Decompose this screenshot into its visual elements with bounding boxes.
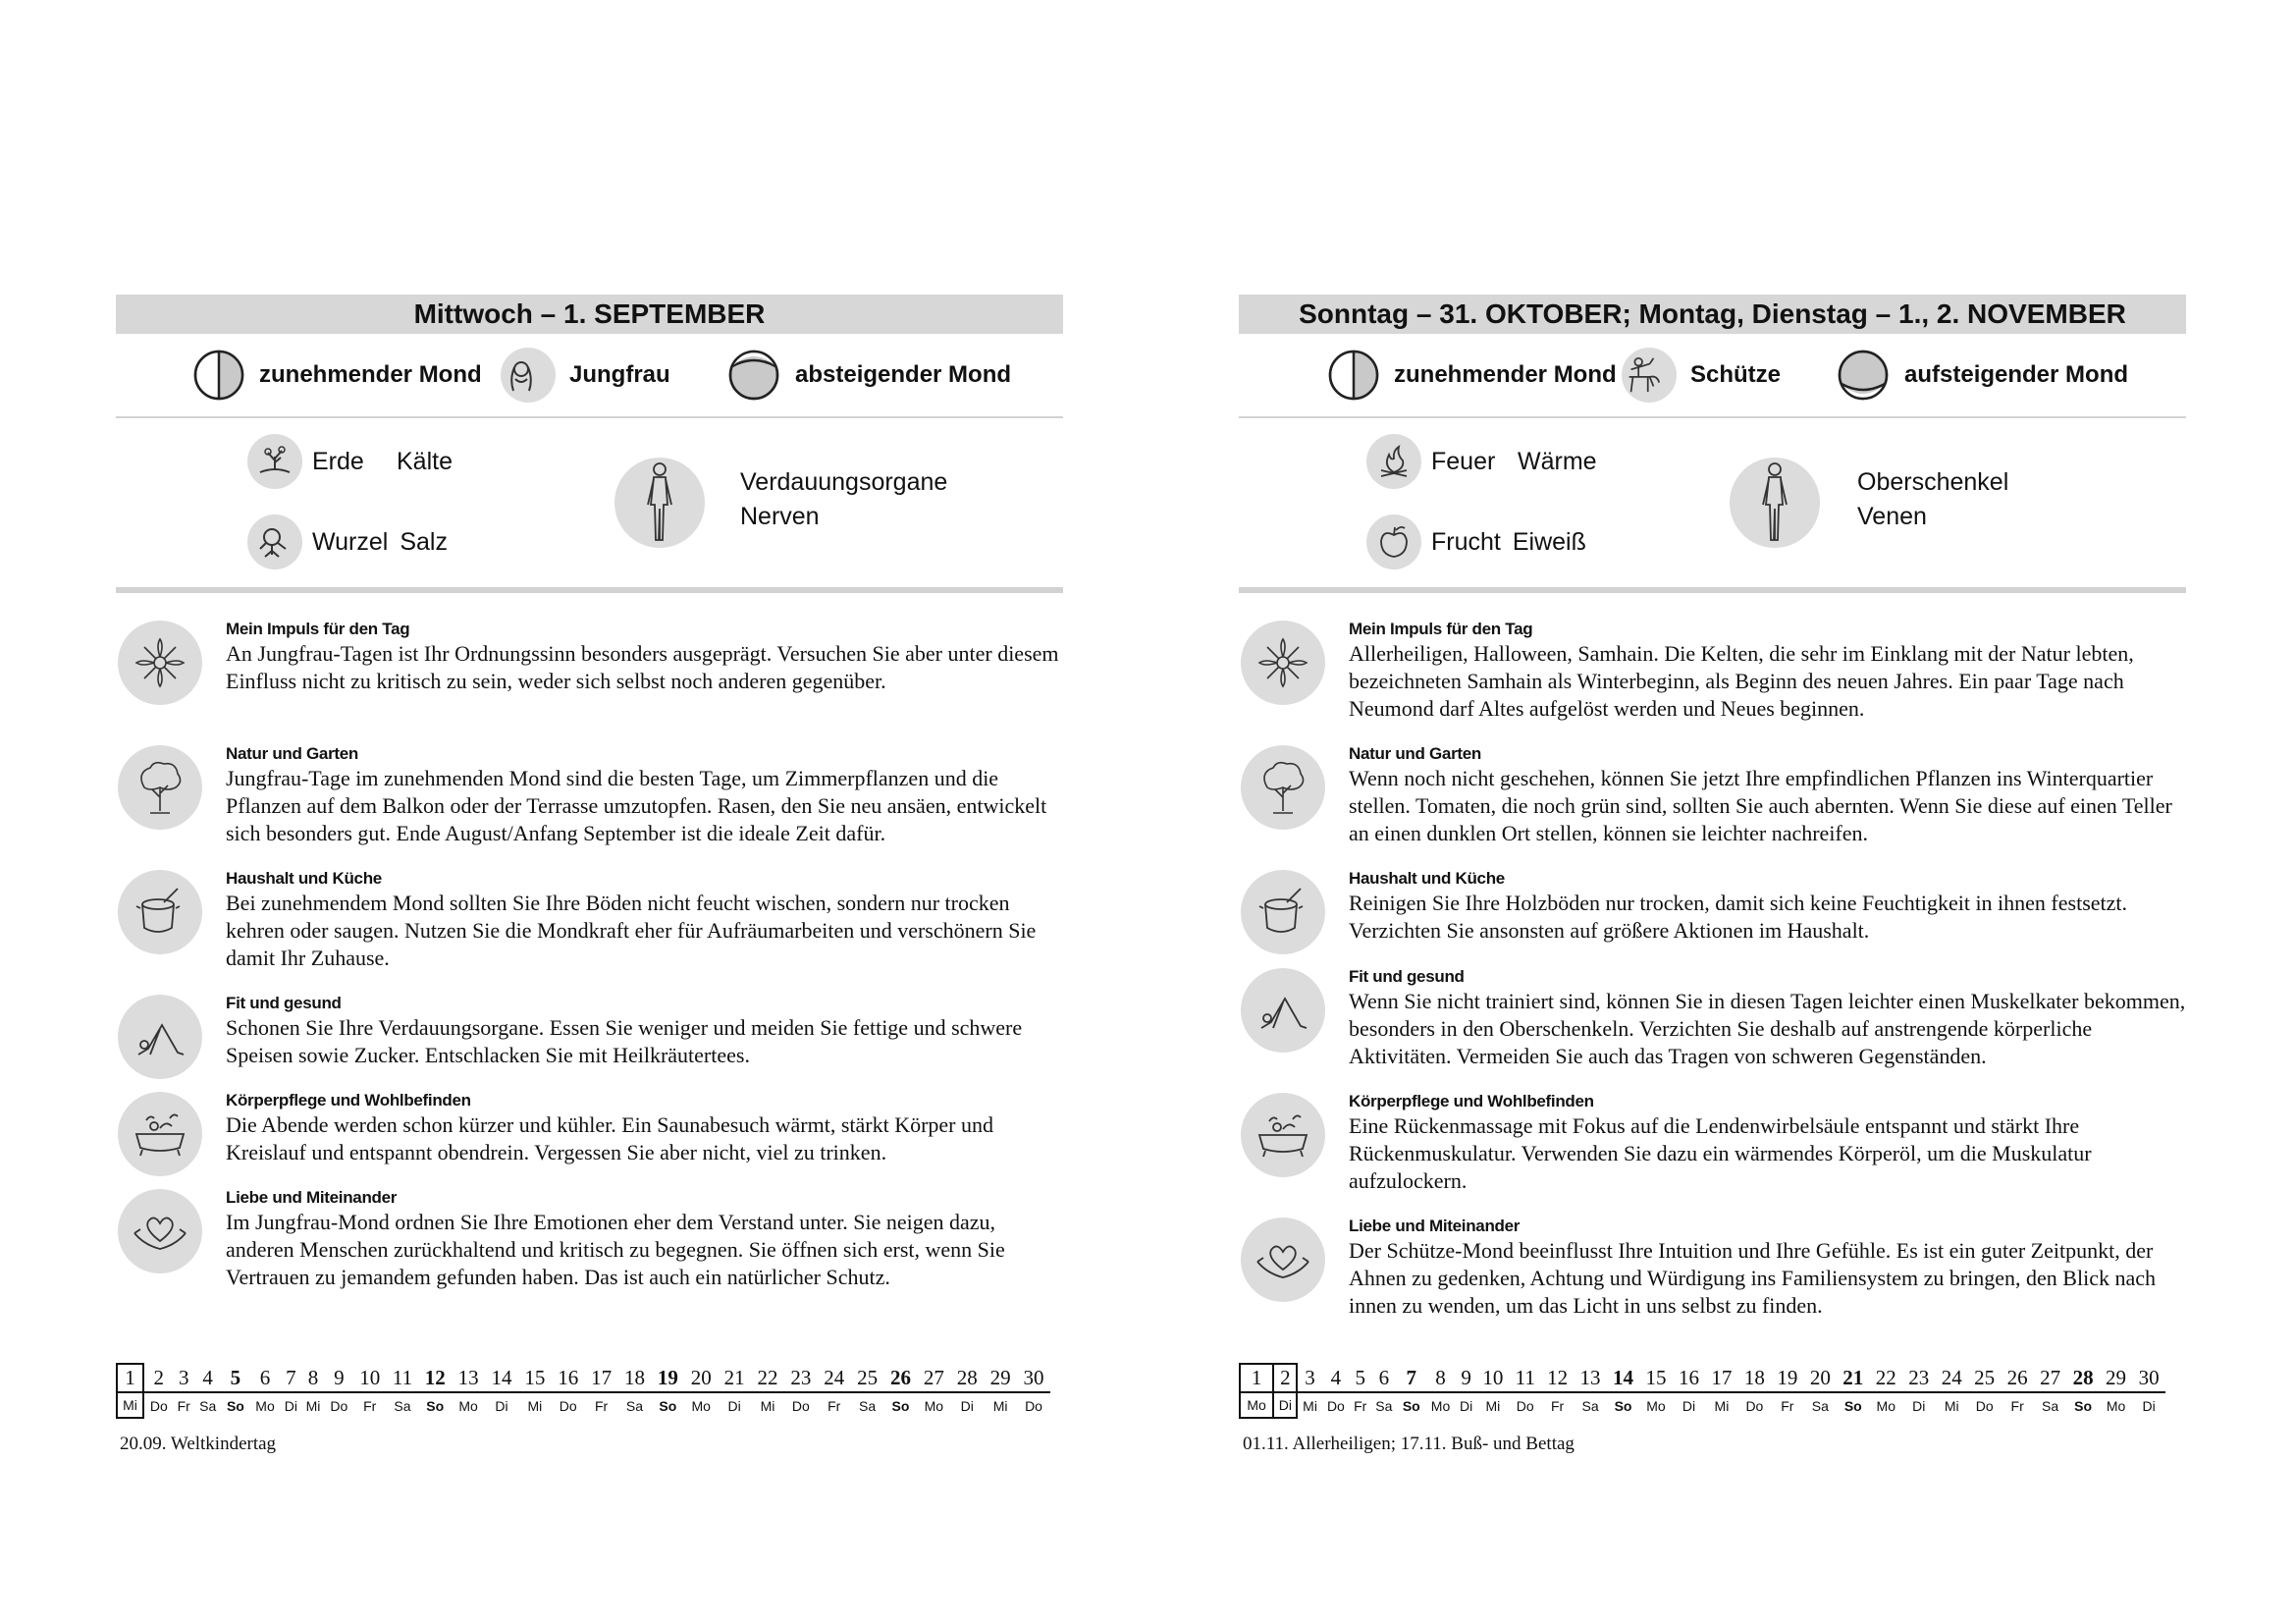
human-body-icon xyxy=(614,458,705,548)
calendar-weekday: Sa xyxy=(1811,1397,1829,1414)
page-title: Mittwoch – 1. SEPTEMBER xyxy=(116,295,1063,334)
section-impulse xyxy=(1239,619,2186,743)
calendar-weekday: Mi xyxy=(1714,1397,1730,1414)
calendar-day: 14 xyxy=(485,1364,518,1392)
calendar-weekday: Do xyxy=(559,1397,577,1414)
calendar-weekday: Do xyxy=(1745,1397,1764,1414)
section-heading: Körperpflege und Wohlbefinden xyxy=(1349,1092,1594,1110)
element-line xyxy=(247,434,453,489)
moon-phase xyxy=(1327,346,1617,405)
page-title: Sonntag – 31. OKTOBER; Montag, Dienstag – 1., 2. NOVEMBER xyxy=(1239,295,2186,334)
section-wellbeing xyxy=(116,1090,1063,1187)
calendar-day: 1 xyxy=(117,1364,143,1392)
calendar-weekday: So xyxy=(226,1397,244,1414)
organ-2: Venen xyxy=(1857,503,1927,530)
tree-icon xyxy=(1241,745,1325,830)
calendar-weekday: Do xyxy=(1975,1397,1994,1414)
calendar-weekday: So xyxy=(659,1397,677,1414)
section-heading: Fit und gesund xyxy=(226,994,342,1012)
calendar-day: 20 xyxy=(684,1364,718,1392)
element-line xyxy=(1366,434,1597,489)
calendar-weekday: Mi xyxy=(1485,1397,1501,1414)
calendar-weekday: Di xyxy=(284,1397,297,1414)
calendar-weekday: Mo xyxy=(1876,1397,1896,1414)
temperature-label: Wärme xyxy=(1518,447,1597,475)
calendar-weekday: Mi xyxy=(1303,1397,1317,1414)
calendar-weekdays-row xyxy=(1240,1392,2165,1418)
section-text: Jungfrau-Tage im zunehmenden Mond sind die besten Tage, um Zimmerpflanzen und die Pflanzen auf dem Balkon oder der Terrasse umzutopfen. Rasen, den Sie neu ansäen, entwickelt sich besonders gut. Ende August/Anfang September ist die ideale Zeit dafür. xyxy=(226,766,1047,845)
zodiac-sign xyxy=(501,346,670,405)
calendar-day: 9 xyxy=(1456,1364,1476,1392)
calendar-day: 5 xyxy=(221,1364,249,1392)
section-text: Die Abende werden schon kürzer und kühler. Ein Saunabesuch wärmt, stärkt Körper und Kreislauf und entspannt obendrein. Vergessen Sie aber nicht, viel zu trinken. xyxy=(226,1112,993,1164)
calendar-weekday: Mo xyxy=(1240,1392,1273,1418)
section-love xyxy=(1239,1216,2186,1339)
calendar-day: 14 xyxy=(1607,1364,1639,1392)
calendar-weekday: So xyxy=(891,1397,910,1414)
calendar-weekday: Fr xyxy=(1781,1397,1794,1414)
calendar-day: 27 xyxy=(917,1364,950,1392)
calendar-day: 25 xyxy=(1968,1364,2001,1392)
calendar-weekday: Di xyxy=(727,1397,741,1414)
section-garden xyxy=(1239,743,2186,868)
zodiac-label: Jungfrau xyxy=(569,361,670,388)
section-fitness xyxy=(1239,966,2186,1091)
footnote: 20.09. Weltkindertag xyxy=(120,1434,277,1454)
calendar-day: 7 xyxy=(1398,1364,1426,1392)
section-heading: Mein Impuls für den Tag xyxy=(226,620,410,638)
calendar-weekday: Mo xyxy=(2106,1397,2126,1414)
calendar-day: 18 xyxy=(618,1364,652,1392)
ascending-moon-icon xyxy=(1836,349,1891,402)
yoga-icon xyxy=(118,995,202,1079)
calendar-weekday: Do xyxy=(1326,1397,1345,1414)
advice-sections xyxy=(1239,619,2186,1339)
calendar-weekday: Mo xyxy=(255,1397,275,1414)
pot-icon xyxy=(118,870,202,954)
month-calendar xyxy=(1239,1363,2165,1419)
calendar-day: 30 xyxy=(1017,1364,1050,1392)
calendar-weekday: Mi xyxy=(305,1397,321,1414)
calendar-day: 23 xyxy=(784,1364,818,1392)
calendar-weekday: Mo xyxy=(691,1397,711,1414)
calendar-weekday: Mi xyxy=(117,1392,143,1418)
apple-icon xyxy=(1366,514,1421,569)
moon-direction xyxy=(1836,346,2128,405)
organ-2: Nerven xyxy=(740,503,820,530)
calendar-weekday: Mi xyxy=(992,1397,1008,1414)
section-household xyxy=(116,868,1063,993)
calendar-weekday: Fr xyxy=(828,1397,841,1414)
moon-direction-label: aufsteigender Mond xyxy=(1904,361,2129,388)
calendar-day: 11 xyxy=(387,1364,419,1392)
section-heading: Natur und Garten xyxy=(1349,744,1481,763)
zodiac-label: Schütze xyxy=(1690,361,1782,388)
section-text: Wenn Sie nicht trainiert sind, können Sie in diesen Tagen leichter einen Muskelkater bekommen, besonders in den Oberschenkeln. Verzichten Sie deshalb auf anstrengende körperliche Aktivitäten. Vermeiden Sie auch das Tragen von schweren Gegenständen. xyxy=(1349,989,2186,1068)
plant-line xyxy=(1366,514,1586,569)
footnote: 01.11. Allerheiligen; 17.11. Buß- und Bettag xyxy=(1243,1434,1575,1454)
calendar-weekday: Mi xyxy=(527,1397,543,1414)
section-text: Der Schütze-Mond beeinflusst Ihre Intuition und Ihre Gefühle. Es ist ein guter Zeitpunkt, der Ahnen zu gedenken, Achtung und Würdigung ins Familiensystem zu bringen, den Blick nach innen zu wenden, um das Licht in uns selbst zu finden. xyxy=(1349,1238,2156,1318)
calendar-weekday: Do xyxy=(1516,1397,1534,1414)
calendar-day: 24 xyxy=(1935,1364,1967,1392)
sagittarius-icon xyxy=(1622,348,1677,403)
section-wellbeing xyxy=(1239,1091,2186,1216)
section-heading: Liebe und Miteinander xyxy=(1349,1217,1521,1235)
calendar-day: 19 xyxy=(651,1364,684,1392)
section-heading: Natur und Garten xyxy=(226,744,358,763)
calendar-weekday: Sa xyxy=(2042,1397,2059,1414)
plant-part-label: Wurzel xyxy=(312,527,389,556)
plant-line xyxy=(247,514,448,569)
calendar-weekday: Do xyxy=(1025,1397,1042,1414)
calendar-weekday: Di xyxy=(1273,1392,1297,1418)
calendar-day: 4 xyxy=(1322,1364,1351,1392)
calendar-day: 7 xyxy=(281,1364,301,1392)
calendar-day: 10 xyxy=(1476,1364,1509,1392)
calendar-day: 13 xyxy=(1574,1364,1606,1392)
calendar-weekday: Di xyxy=(495,1397,508,1414)
calendar-day: 9 xyxy=(325,1364,353,1392)
calendar-weekday: Mo xyxy=(924,1397,944,1414)
flower-icon xyxy=(118,621,202,705)
organs xyxy=(740,465,947,534)
calendar-day: 15 xyxy=(518,1364,552,1392)
moon-phase-label: zunehmender Mond xyxy=(259,361,482,388)
calendar-day: 26 xyxy=(2001,1364,2033,1392)
calendar-days-row xyxy=(117,1364,1050,1392)
calendar-day: 22 xyxy=(751,1364,784,1392)
calendar-weekday: Sa xyxy=(1581,1397,1599,1414)
calendar-weekday: Mi xyxy=(1944,1397,1959,1414)
element-row xyxy=(116,418,1063,593)
calendar-day: 4 xyxy=(194,1364,222,1392)
section-heading: Haushalt und Küche xyxy=(226,869,382,888)
calendar-weekday: Sa xyxy=(859,1397,877,1414)
organ-1: Verdauungsorgane xyxy=(740,468,948,496)
right-page xyxy=(1239,295,2186,1454)
calendar-day: 23 xyxy=(1902,1364,1935,1392)
section-text: An Jungfrau-Tagen ist Ihr Ordnungssinn besonders ausgeprägt. Versuchen Sie aber unter diesem Einfluss nicht zu kritisch zu sein, weder sich selbst noch anderen gegenüber. xyxy=(226,641,1059,693)
calendar-weekday: Di xyxy=(960,1397,974,1414)
calendar-weekday: Do xyxy=(149,1397,168,1414)
calendar-weekday: Mo xyxy=(1430,1397,1451,1414)
calendar-weekday: Do xyxy=(791,1397,810,1414)
month-calendar xyxy=(116,1363,1050,1419)
calendar-day: 15 xyxy=(1639,1364,1672,1392)
section-text: Wenn noch nicht geschehen, können Sie jetzt Ihre empfindlichen Pflanzen ins Winterquartier stellen. Tomaten, die noch grün sind, sollten Sie auch abernten. Wenn Sie diese auf einen Teller an einen dunklen Ort stellen, können sie leichter nachreifen. xyxy=(1349,766,2172,845)
moon-direction-label: absteigender Mond xyxy=(795,361,1012,388)
calendar-day: 16 xyxy=(552,1364,585,1392)
calendar-day: 22 xyxy=(1870,1364,1902,1392)
calendar-day: 12 xyxy=(1541,1364,1574,1392)
section-text: Allerheiligen, Halloween, Samhain. Die Kelten, die sehr im Einklang mit der Natur lebten, bezeichneten Samhain als Winterbeginn, als Beginn des neuen Jahres. Ein paar Tage nach Neumond darf Altes aufgelöst werden und Neues beginnen. xyxy=(1349,641,2134,721)
calendar-weekday: So xyxy=(2074,1397,2093,1414)
element-row xyxy=(1239,418,2186,593)
plant-part-label: Frucht xyxy=(1431,527,1501,556)
flower-icon xyxy=(1241,621,1325,705)
virgo-icon xyxy=(501,348,556,403)
calendar-weekday: Fr xyxy=(595,1397,609,1414)
calendar-day: 16 xyxy=(1673,1364,1705,1392)
calendar-day: 10 xyxy=(353,1364,387,1392)
calendar-day: 28 xyxy=(950,1364,984,1392)
calendar-day: 3 xyxy=(174,1364,194,1392)
calendar-day: 2 xyxy=(1273,1364,1297,1392)
bathtub-icon xyxy=(1241,1093,1325,1177)
calendar-day: 21 xyxy=(718,1364,751,1392)
calendar-day: 5 xyxy=(1350,1364,1370,1392)
zodiac-sign xyxy=(1622,346,1781,405)
fire-icon xyxy=(1366,434,1421,489)
calendar-day: 8 xyxy=(1425,1364,1456,1392)
calendar-day: 20 xyxy=(1804,1364,1837,1392)
heart-hands-icon xyxy=(1241,1218,1325,1302)
calendar-weekday: Fr xyxy=(363,1397,377,1414)
calendar-day: 17 xyxy=(585,1364,618,1392)
calendar-days-row xyxy=(1240,1364,2165,1392)
calendar-weekday: Fr xyxy=(1550,1397,1565,1414)
calendar-day: 26 xyxy=(884,1364,918,1392)
tree-icon xyxy=(118,745,202,830)
calendar-day: 19 xyxy=(1771,1364,1803,1392)
calendar-weekday: Fr xyxy=(2010,1397,2024,1414)
section-heading: Haushalt und Küche xyxy=(1349,869,1505,888)
section-heading: Mein Impuls für den Tag xyxy=(1349,620,1533,638)
calendar-day: 17 xyxy=(1705,1364,1737,1392)
section-fitness xyxy=(116,993,1063,1090)
calendar-day: 30 xyxy=(2132,1364,2165,1392)
bathtub-icon xyxy=(118,1092,202,1176)
calendar-day: 29 xyxy=(2100,1364,2132,1392)
moon-phase-label: zunehmender Mond xyxy=(1394,361,1617,388)
calendar-day: 25 xyxy=(851,1364,884,1392)
organ-1: Oberschenkel xyxy=(1857,468,2009,496)
section-impulse xyxy=(116,619,1063,743)
pot-icon xyxy=(1241,870,1325,954)
section-household xyxy=(1239,868,2186,966)
calendar-weekday: Fr xyxy=(177,1397,190,1414)
calendar-day: 11 xyxy=(1510,1364,1541,1392)
section-text: Bei zunehmendem Mond sollten Sie Ihre Böden nicht feucht wischen, sondern nur trocken kehren oder saugen. Nutzen Sie die Mondkraft eher für Aufräumarbeiten und verschönern Sie damit Ihr Zuhause. xyxy=(226,891,1037,970)
calendar-weekdays-row xyxy=(117,1392,1050,1418)
calendar-weekday: Mo xyxy=(1646,1397,1666,1414)
element-label: Erde xyxy=(312,447,364,475)
calendar-weekday: Di xyxy=(2142,1397,2156,1414)
element-label: Feuer xyxy=(1431,447,1496,475)
calendar-day: 12 xyxy=(418,1364,452,1392)
section-text: Eine Rückenmassage mit Fokus auf die Lendenwirbelsäule entspannt und stärkt Ihre Rückenmuskulatur. Verwenden Sie dazu ein wärmendes Körperöl, um die Muskulatur aufzulockern. xyxy=(1349,1113,2092,1193)
calendar-day: 8 xyxy=(301,1364,325,1392)
waxing-moon-icon xyxy=(192,349,245,402)
section-garden xyxy=(116,743,1063,868)
calendar-day: 27 xyxy=(2034,1364,2066,1392)
waxing-moon-icon xyxy=(1327,349,1380,402)
calendar-weekday: So xyxy=(1402,1397,1420,1414)
section-love xyxy=(116,1187,1063,1311)
calendar-weekday: Di xyxy=(1912,1397,1926,1414)
section-heading: Körperpflege und Wohlbefinden xyxy=(226,1091,471,1110)
calendar-day: 6 xyxy=(1370,1364,1397,1392)
section-text: Reinigen Sie Ihre Holzböden nur trocken, damit sich keine Feuchtigkeit in ihnen festsetzt. Verzichten Sie ansonsten auf größere Aktionen im Haushalt. xyxy=(1349,891,2128,943)
moon-direction xyxy=(726,346,1011,405)
calendar-weekday: Sa xyxy=(394,1397,411,1414)
calendar-weekday: Di xyxy=(1682,1397,1696,1414)
calendar-weekday: Mi xyxy=(760,1397,775,1414)
section-heading: Liebe und Miteinander xyxy=(226,1188,398,1207)
calendar-day: 13 xyxy=(452,1364,485,1392)
organs xyxy=(1857,465,2008,534)
moon-info-row xyxy=(116,334,1063,418)
calendar-weekday: Sa xyxy=(625,1397,644,1414)
calendar-weekday: So xyxy=(426,1397,445,1414)
yoga-icon xyxy=(1241,968,1325,1053)
calendar-weekday: Sa xyxy=(1375,1397,1393,1414)
calendar-day: 1 xyxy=(1240,1364,1273,1392)
calendar-weekday: Do xyxy=(330,1397,348,1414)
nutrient-label: Salz xyxy=(400,527,448,556)
advice-sections xyxy=(116,619,1063,1311)
calendar-weekday: So xyxy=(1843,1397,1862,1414)
calendar-day: 3 xyxy=(1297,1364,1321,1392)
calendar-weekday: Mo xyxy=(458,1397,478,1414)
calendar-day: 24 xyxy=(818,1364,851,1392)
nutrient-label: Eiweiß xyxy=(1512,527,1586,556)
heart-hands-icon xyxy=(118,1189,202,1273)
calendar-weekday: So xyxy=(1614,1397,1632,1414)
descending-moon-icon xyxy=(726,349,781,402)
section-text: Im Jungfrau-Mond ordnen Sie Ihre Emotionen eher dem Verstand unter. Sie neigen dazu, anderen Menschen zurückhaltend und kritisch zu begegnen. Sie öffnen sich erst, wenn Sie Vertrauen zu jemandem gefunden haben. Das ist auch ein natürlicher Schutz. xyxy=(226,1210,1005,1289)
calendar-day: 6 xyxy=(249,1364,280,1392)
earth-icon xyxy=(247,434,302,489)
calendar-weekday: Di xyxy=(1459,1397,1473,1414)
left-page xyxy=(116,295,1063,1454)
section-text: Schonen Sie Ihre Verdauungsorgane. Essen Sie weniger und meiden Sie fettige und schwere Speisen sowie Zucker. Entschlacken Sie mit Heilkräutertees. xyxy=(226,1015,1023,1067)
calendar-day: 21 xyxy=(1837,1364,1869,1392)
calendar-day: 29 xyxy=(984,1364,1017,1392)
calendar-weekday: Sa xyxy=(199,1397,217,1414)
calendar-day: 18 xyxy=(1738,1364,1771,1392)
section-heading: Fit und gesund xyxy=(1349,967,1465,986)
human-body-icon xyxy=(1730,458,1820,548)
root-icon xyxy=(247,514,302,569)
temperature-label: Kälte xyxy=(397,447,453,475)
calendar-day: 2 xyxy=(143,1364,173,1392)
calendar-weekday: Fr xyxy=(1354,1397,1367,1414)
moon-info-row xyxy=(1239,334,2186,418)
calendar-day: 28 xyxy=(2066,1364,2099,1392)
moon-phase xyxy=(192,346,482,405)
